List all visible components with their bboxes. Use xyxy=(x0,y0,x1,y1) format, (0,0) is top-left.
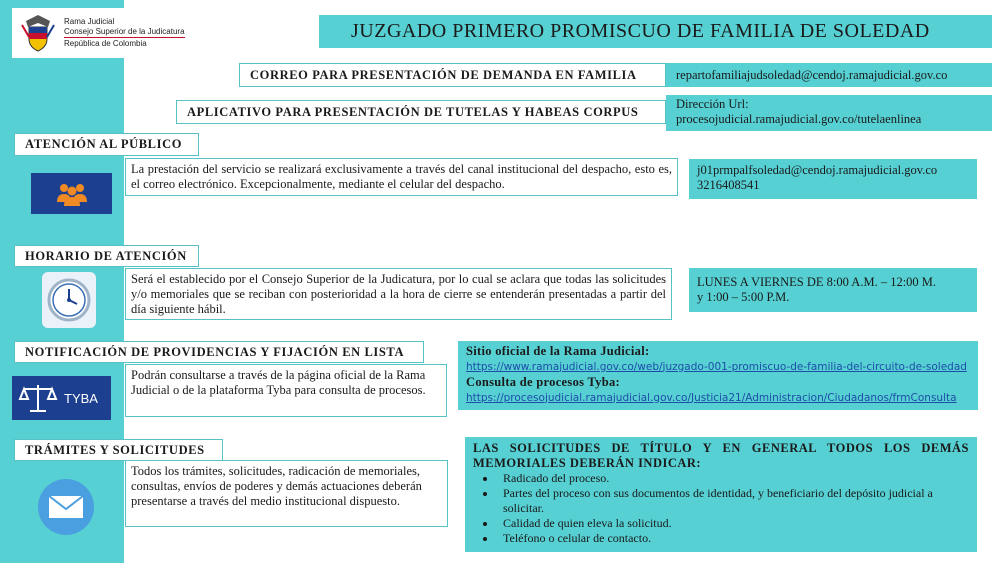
logo xyxy=(12,8,194,58)
aplicativo-label: APLICATIVO PARA PRESENTACIÓN DE TUTELAS Y HABEAS CORPUS xyxy=(176,100,666,124)
aplicativo-url-label: Dirección Url: xyxy=(676,97,749,111)
logo-line-1: Rama Judicial xyxy=(64,17,115,27)
clock-icon xyxy=(42,272,96,328)
sitio-label: Sitio oficial de la Rama Judicial: xyxy=(466,344,650,358)
list-item: • Radicado del proceso. xyxy=(497,471,969,486)
requisitos-title: LAS SOLICITUDES DE TÍTULO Y EN GENERAL TODOS LOS DEMÁS MEMORIALES DEBERÁN INDICAR: xyxy=(473,441,969,470)
atencion-text: La prestación del servicio se realizará exclusivamente a través del canal institucional del despacho, esto es, el correo electrónico. Excepcionalmente, mediante el celular del despacho. xyxy=(125,158,678,196)
scales-icon xyxy=(18,381,58,415)
logo-line-3: República de Colombia xyxy=(64,39,147,49)
coat-of-arms-icon xyxy=(18,11,58,55)
requisitos-panel xyxy=(465,437,977,552)
sitio-link[interactable]: https://www.ramajudicial.gov.co/web/juzgado-001-promiscuo-de-familia-del-circuito-de-soledad xyxy=(466,360,967,373)
horario-header: HORARIO DE ATENCIÓN xyxy=(14,245,199,267)
page-title-banner xyxy=(319,15,992,48)
logo-line-2: Consejo Superior de la Judicatura xyxy=(64,27,185,39)
consulta-link[interactable]: https://procesojudicial.ramajudicial.gov.co/Justicia21/Administracion/Ciudadanos/frmConsulta xyxy=(466,391,957,404)
atencion-email[interactable]: j01prmpalfsoledad@cendoj.ramajudicial.gov.co xyxy=(697,163,938,177)
horario-hours-line-2: y 1:00 – 5:00 P.M. xyxy=(697,290,790,304)
tyba-label: TYBA xyxy=(64,390,98,406)
aplicativo-url[interactable]: procesojudicial.ramajudicial.gov.co/tutelaenlinea xyxy=(676,112,922,126)
list-item: • Calidad de quien eleva la solicitud. xyxy=(497,516,969,531)
horario-hours-line-1: LUNES A VIERNES DE 8:00 A.M. – 12:00 M. xyxy=(697,275,937,289)
aplicativo-value[interactable] xyxy=(666,95,992,131)
notificacion-text: Podrán consultarse a través de la página oficial de la Rama Judicial o de la plataforma Tyba para consulta de procesos. xyxy=(125,364,447,417)
horario-text: Será el establecido por el Consejo Superior de la Judicatura, por lo cual se aclara que todas las solicitudes y/o memoriales que se reciban con posterioridad a la hora de cierre se entenderán presentadas a partir del día siguiente hábil. xyxy=(125,268,672,320)
tyba-icon xyxy=(12,376,111,420)
notificacion-header: NOTIFICACIÓN DE PROVIDENCIAS Y FIJACIÓN EN LISTA xyxy=(14,341,424,363)
correo-value[interactable]: repartofamiliajudsoledad@cendoj.ramajudicial.gov.co xyxy=(666,63,992,87)
horario-hours xyxy=(689,268,977,312)
list-item: • Partes del proceso con sus documentos de identidad, y beneficiario del depósito judicial a solicitar. xyxy=(497,486,969,516)
atencion-phone[interactable]: 3216408541 xyxy=(697,178,760,192)
correo-label: CORREO PARA PRESENTACIÓN DE DEMANDA EN FAMILIA xyxy=(239,63,666,87)
tramites-header: TRÁMITES Y SOLICITUDES xyxy=(14,439,223,461)
tramites-text: Todos los trámites, solicitudes, radicación de memoriales, consultas, envíos de poderes y demás actuaciones deberán presentarse a través del medio institucional dispuesto. xyxy=(125,460,448,527)
envelope-icon xyxy=(35,478,97,536)
page-title: JUZGADO PRIMERO PROMISCUO DE FAMILIA DE SOLEDAD xyxy=(351,20,930,42)
atencion-header: ATENCIÓN AL PÚBLICO xyxy=(14,133,199,156)
notificacion-links xyxy=(458,341,978,410)
consulta-label: Consulta de procesos Tyba: xyxy=(466,375,621,389)
requisitos-list xyxy=(473,471,969,546)
people-icon xyxy=(31,173,112,214)
list-item: • Teléfono o celular de contacto. xyxy=(497,531,969,546)
atencion-contact xyxy=(689,159,977,199)
